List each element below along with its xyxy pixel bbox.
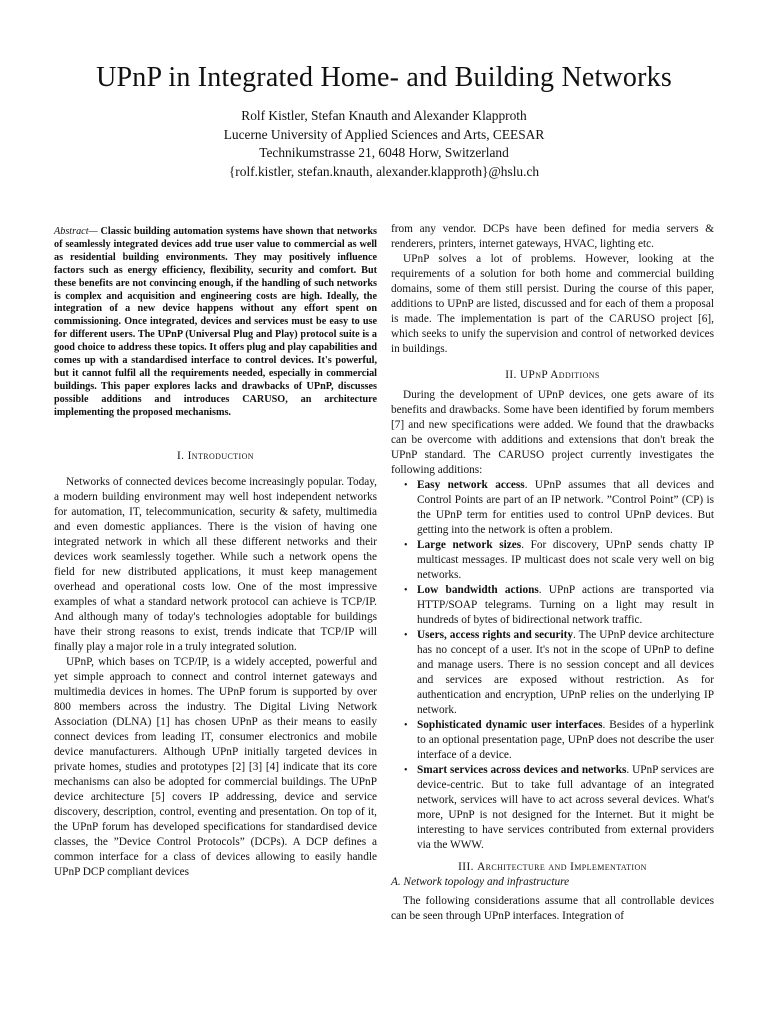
bullet-icon: • <box>404 630 408 641</box>
author-block <box>0 107 768 181</box>
abstract-label: Abstract— <box>54 226 98 237</box>
bullet-icon: • <box>404 585 408 596</box>
bullet-icon: • <box>404 765 408 776</box>
additions-paragraph: During the development of UPnP devices, one gets aware of its benefits and drawbacks. Some have been identified by forum members [7] and new specifications were added. We found that the drawbacks can be overcome with additions and extensions that don't break the UPnP standard. The CARUSO project currently investigates the following additions: <box>391 389 714 476</box>
list-item-term: Sophisticated dynamic user interfaces <box>417 719 603 731</box>
list-item-term: Easy network access <box>417 479 525 491</box>
intro-paragraph-3: UPnP solves a lot of problems. However, looking at the requirements of a solution for both home and commercial building domains, some of them still persist. During the course of this paper, additions to UPnP are listed, discussed and for each of them a proposal is made. The implementation is part of the CARUSO project [6], which seeks to unify the supervision and control of networked devices in buildings. <box>391 253 714 355</box>
section-number: I. <box>177 449 188 462</box>
list-item-text: . Besides of a hyperlink to an optional presentation page, UPnP does not describe the user interface of a device. <box>417 719 715 761</box>
architecture-paragraph: The following considerations assume that all controllable devices can be seen through UPnP interfaces. Integration of <box>391 895 714 922</box>
list-item-text: . UPnP services are device-centric. But to take full advantage of an integrated network, services will have to act across several devices. What's more, UPnP is not designed for the Internet. But it might be interesting to have services contributed from external providers via the WWW. <box>417 764 714 851</box>
bullet-icon: • <box>404 480 408 491</box>
bullet-icon: • <box>404 720 408 731</box>
list-item-term: Smart services across devices and networks <box>417 764 627 776</box>
list-item-text: . The UPnP device architecture has no concept of a user. It's not in the scope of UPnP to define and manage users. There is no session concept and all devices and services are exposed without restriction. As for authentication and encryption, UPnP relies on the underlying IP network. <box>417 629 714 716</box>
abstract-text: Classic building automation systems have shown that networks of seamlessly integrated devices add true user value to commercial as well as residential building environments. They may positively influence factors such as energy efficiency, flexibility, security and comfort. But these benefits are not convincing enough, if the handling of such networks is complex and acquisition and engineering costs are high. Ideally, the integration of a new device happens without any effort spent on commissioning. Once integrated, devices and services must be easy to use for different users. The UPnP (Universal Plug and Play) protocol suite is a good choice to address these topics. It offers plug and play capabilities and comes up with a standardised interface to control devices. It's powerful, but it cannot fulfil all the requirements needed, especially in commercial buildings. This paper explores lacks and drawbacks of UPnP, discusses possible additions and introduces CARUSO, an architecture implementing the proposed mechanisms. <box>54 226 377 418</box>
list-item <box>391 628 714 718</box>
list-item <box>391 538 714 583</box>
subsection-heading: A. Network topology and infrastructure <box>391 876 570 888</box>
author-email: {rolf.kistler, stefan.knauth, alexander.klapproth}@hslu.ch <box>228 163 540 179</box>
bullet-icon: • <box>404 540 408 551</box>
section-number: III. <box>458 861 478 873</box>
list-item-text: . For discovery, UPnP sends chatty IP multicast messages. IP multicast does not scale very well on big networks. <box>417 539 714 581</box>
intro-paragraph-1: Networks of connected devices become increasingly popular. Today, a modern building environment may well host independent networks for automation, IT, telecommunication, security & safety, multimedia and even domestic appliances. There is the vision of having one integrated network in which all these different networks and their devices work seamlessly together. While such a network opens the field for new distributed applications, it must keep management overhead and operational costs low. One of the most impressive examples of what a standard network protocol can achieve is TCP/IP. And although many of today's technologies adoptable for buildings have their strong reasons to exist, trends indicate that TCP/IP will finally play a major role in a truly integrated solution. <box>54 475 377 653</box>
additions-list <box>391 478 714 853</box>
list-item-term: Large network sizes <box>417 539 522 551</box>
list-item-term: Users, access rights and security <box>417 629 574 641</box>
intro-paragraph-2-continued: from any vendor. DCPs have been defined for media servers & renderers, printers, internet gateways, HVAC, lighting etc. <box>391 223 714 250</box>
section-title: UPnP Additions <box>519 369 600 381</box>
list-item <box>391 763 714 853</box>
left-column <box>54 222 377 880</box>
intro-paragraph-2: UPnP, which bases on TCP/IP, is a widely accepted, powerful and yet simple approach to connect and control internet gateways and multimedia devices in homes. The UPnP forum is supported by over 800 members across the industry. The Digital Living Network Association (DLNA) [1] has chosen UPnP as their means to easily connect devices from leading IT, consumer electronics and mobile device manufacturers. Although UPnP initially targeted devices in private homes, studies and prototypes [2] [3] [4] indicate that its core mechanisms can also be adopted for commercial buildings. The UPnP device architecture [5] covers IP addressing, device and service discovery, description, control, eventing and presentation. On top of it, the UPnP forum has developed specifications for standardised device classes, the ”Device Control Protocols” (DCPs). A DCP defines a common interface for a class of devices allowing to easily handle UPnP DCP compliant devices <box>54 655 377 878</box>
list-item <box>391 583 714 628</box>
list-item <box>391 478 714 538</box>
author-address: Technikumstrasse 21, 6048 Horw, Switzerland <box>259 145 509 160</box>
section-number: II. <box>505 369 520 381</box>
section-heading-introduction <box>54 449 377 464</box>
paper-title: UPnP in Integrated Home- and Building Networks <box>96 62 672 93</box>
list-item-term: Low bandwidth actions <box>417 584 539 596</box>
author-names: Rolf Kistler, Stefan Knauth and Alexander Klapproth <box>241 108 527 123</box>
section-title: Introduction <box>187 449 254 462</box>
section-heading-upnp-additions <box>391 368 714 383</box>
list-item <box>391 718 714 763</box>
list-item-text: . UPnP assumes that all devices and Control Points are part of an IP network. ”Control Point” (CP) is the UPnP term for entities used to control UPnP devices. But getting into the network is often a problem. <box>417 479 714 536</box>
section-heading-architecture <box>391 860 714 875</box>
abstract <box>54 226 377 420</box>
author-affiliation: Lucerne University of Applied Sciences and Arts, CEESAR <box>223 126 545 142</box>
section-title: Architecture and Implementation <box>477 861 647 873</box>
list-item-text: . UPnP actions are transported via HTTP/SOAP telegrams. Turning on a light may result in hundreds of bytes of bidirectional network traffic. <box>417 584 714 626</box>
right-column <box>391 222 714 924</box>
